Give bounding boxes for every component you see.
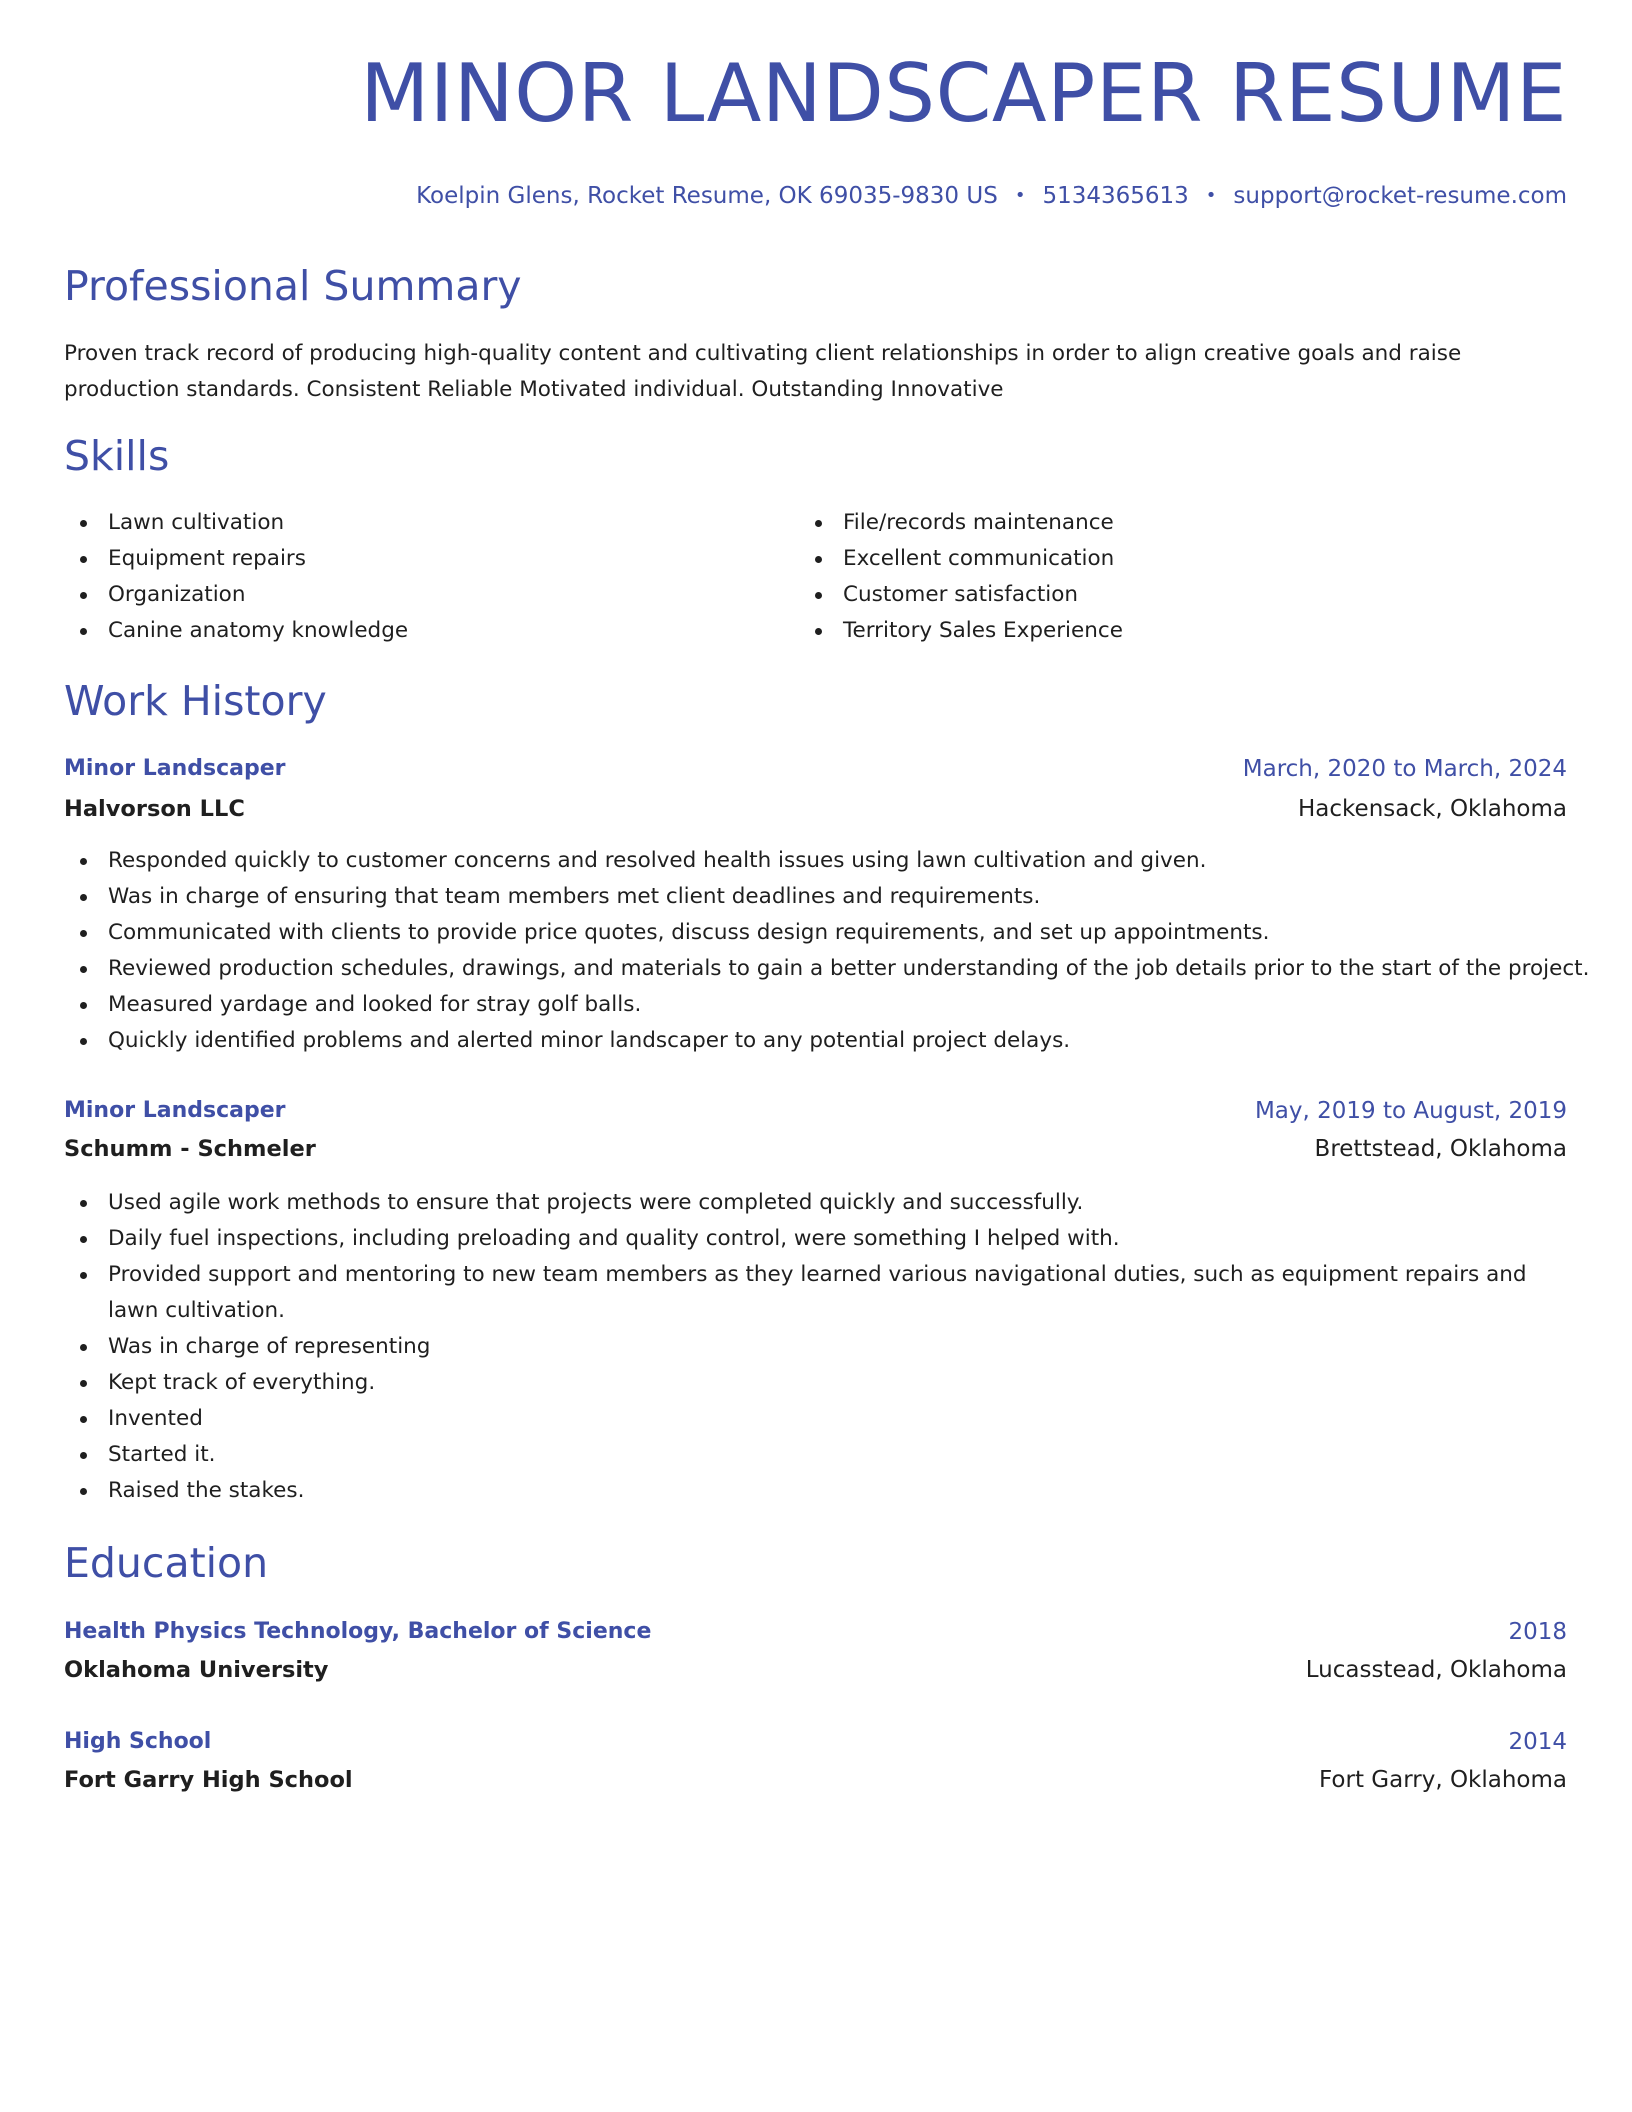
- job-location: Hackensack, Oklahoma: [1298, 796, 1567, 822]
- job-location: Brettstead, Oklahoma: [1314, 1136, 1567, 1162]
- skill-item: Excellent communication: [799, 541, 1499, 577]
- resume-title: MINOR LANDSCAPER RESUME: [360, 47, 1567, 140]
- education-school-row: [64, 1652, 1567, 1688]
- job-bullet: Used agile work methods to ensure that projects were completed quickly and successfully.: [64, 1185, 1567, 1221]
- skills-heading: Skills: [64, 432, 170, 480]
- job-bullet: Reviewed production schedules, drawings, and materials to gain a better understanding of the job details prior to the start of the project.: [64, 951, 1567, 987]
- job-bullet: Was in charge of representing: [64, 1329, 1567, 1365]
- job-bullet: Started it.: [64, 1437, 1567, 1473]
- job-dates: May, 2019 to August, 2019: [1254, 1098, 1567, 1124]
- job-bullet: Kept track of everything.: [64, 1365, 1567, 1401]
- summary-heading: Professional Summary: [64, 262, 522, 310]
- job-bullet: Quickly identified problems and alerted minor landscaper to any potential project delays.: [64, 1023, 1567, 1059]
- contact-line: [416, 183, 1567, 209]
- contact-separator: •: [1205, 185, 1217, 206]
- skill-item: Lawn cultivation: [64, 505, 764, 541]
- education-degree: High School: [64, 1729, 212, 1754]
- job-bullet: Daily fuel inspections, including preloading and quality control, were something I helped with.: [64, 1221, 1567, 1257]
- work-history-heading: Work History: [64, 677, 327, 725]
- job-title-row: [64, 751, 1567, 787]
- skill-item: Equipment repairs: [64, 541, 764, 577]
- job-bullets: [64, 1185, 1567, 1509]
- skill-item: File/records maintenance: [799, 505, 1499, 541]
- job-bullet: Invented: [64, 1401, 1567, 1437]
- education-school: Fort Garry High School: [64, 1767, 353, 1793]
- skill-item: Canine anatomy knowledge: [64, 613, 764, 649]
- job-bullet: Measured yardage and looked for stray golf balls.: [64, 987, 1567, 1023]
- education-school-row: [64, 1762, 1567, 1798]
- job-company-row: [64, 791, 1567, 827]
- job-bullet: Raised the stakes.: [64, 1473, 1567, 1509]
- job-title-row: [64, 1093, 1567, 1129]
- education-year: 2018: [1508, 1619, 1567, 1645]
- skills-list-left: [64, 505, 764, 649]
- job-bullet: Responded quickly to customer concerns and resolved health issues using lawn cultivation and given.: [64, 843, 1567, 879]
- contact-phone: 5134365613: [1042, 183, 1189, 209]
- education-degree-row: [64, 1614, 1567, 1650]
- contact-address: Koelpin Glens, Rocket Resume, OK 69035-9830 US: [416, 183, 998, 209]
- contact-separator: •: [1014, 185, 1026, 206]
- education-degree-row: [64, 1724, 1567, 1760]
- skill-item: Customer satisfaction: [799, 577, 1499, 613]
- job-bullet: Communicated with clients to provide price quotes, discuss design requirements, and set up appointments.: [64, 915, 1567, 951]
- skills-list-right: [799, 505, 1499, 649]
- job-bullet: Provided support and mentoring to new team members as they learned various navigational duties, such as equipment repairs and lawn cultivation.: [64, 1257, 1567, 1329]
- summary-text: Proven track record of producing high-quality content and cultivating client relationships in order to align creative goals and raise production standards. Consistent Reliable Motivated individual. Outstanding Innovative: [64, 341, 1462, 402]
- education-heading: Education: [64, 1539, 269, 1587]
- skill-item: Organization: [64, 577, 764, 613]
- education-degree: Health Physics Technology, Bachelor of Science: [64, 1619, 652, 1644]
- job-title: Minor Landscaper: [64, 756, 286, 781]
- job-company: Schumm - Schmeler: [64, 1136, 316, 1162]
- job-bullet: Was in charge of ensuring that team members met client deadlines and requirements.: [64, 879, 1567, 915]
- job-company: Halvorson LLC: [64, 796, 245, 822]
- education-school: Oklahoma University: [64, 1657, 329, 1683]
- education-year: 2014: [1508, 1729, 1567, 1755]
- education-location: Fort Garry, Oklahoma: [1319, 1767, 1567, 1793]
- contact-email[interactable]: support@rocket-resume.com: [1233, 183, 1567, 209]
- job-dates: March, 2020 to March, 2024: [1242, 756, 1567, 782]
- education-location: Lucasstead, Oklahoma: [1305, 1657, 1567, 1683]
- job-title: Minor Landscaper: [64, 1098, 286, 1123]
- job-company-row: [64, 1131, 1567, 1167]
- job-bullets: [64, 843, 1590, 1059]
- skill-item: Territory Sales Experience: [799, 613, 1499, 649]
